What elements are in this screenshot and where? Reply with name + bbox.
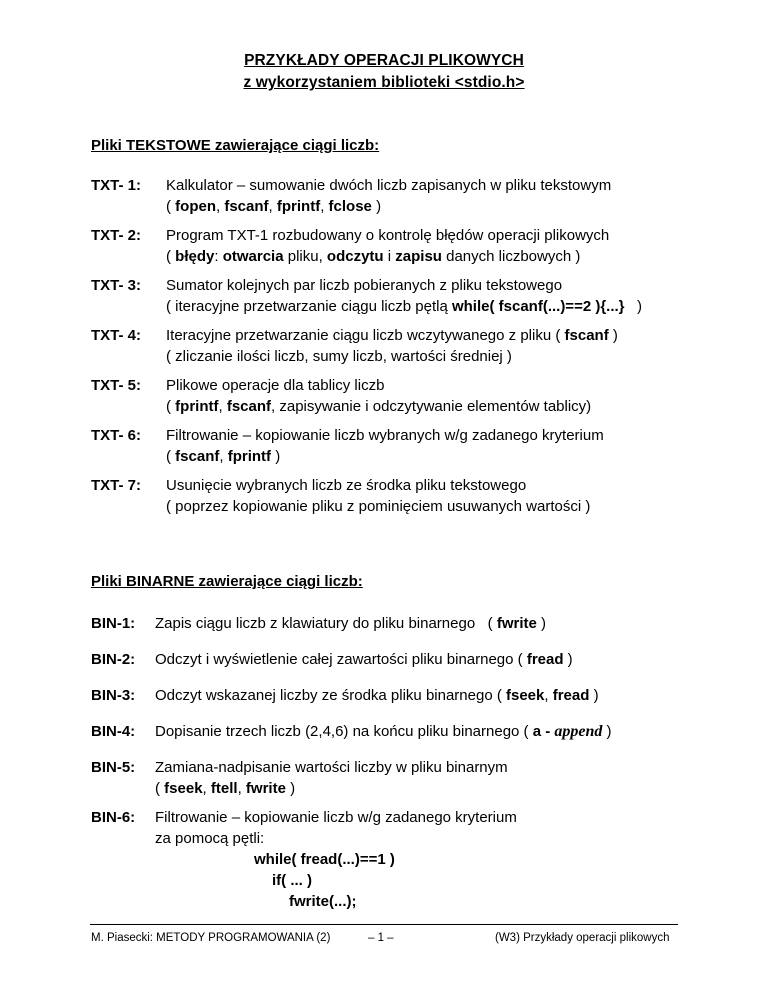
item-label: BIN-4: — [91, 723, 136, 740]
item-description: Odczyt i wyświetlenie całej zawartości pliku binarnego ( fread ) — [155, 651, 573, 668]
item-note: za pomocą pętli: — [155, 830, 265, 847]
item-label: TXT- 5: — [91, 377, 142, 394]
item-label: TXT- 6: — [91, 427, 142, 444]
text-files-heading: Pliki TEKSTOWE zawierające ciągi liczb: — [91, 137, 380, 154]
item-functions: ( fscanf, fprintf ) — [166, 448, 281, 465]
item-label: TXT- 1: — [91, 177, 142, 194]
item-description: Filtrowanie – kopiowanie liczb wybranych w/g zadanego kryterium — [166, 427, 604, 444]
item-functions: ( fprintf, fscanf, zapisywanie i odczytywanie elementów tablicy) — [166, 398, 592, 415]
item-description: Kalkulator – sumowanie dwóch liczb zapisanych w pliku tekstowym — [166, 177, 612, 194]
footer-page-number: – 1 – — [368, 932, 394, 944]
item-functions: ( fseek, ftell, fwrite ) — [155, 780, 296, 797]
item-functions: ( fopen, fscanf, fprintf, fclose ) — [166, 198, 382, 215]
item-description: Usunięcie wybranych liczb ze środka pliku tekstowego — [166, 477, 527, 494]
item-label: TXT- 7: — [91, 477, 142, 494]
item-label: TXT- 2: — [91, 227, 142, 244]
code-line-while: while( fread(...)==1 ) — [254, 851, 395, 868]
item-description: Filtrowanie – kopiowanie liczb w/g zadanego kryterium — [155, 809, 517, 826]
item-functions: ( poprzez kopiowanie pliku z pominięciem usuwanych wartości ) — [166, 498, 591, 515]
item-label: TXT- 4: — [91, 327, 142, 344]
item-description: Program TXT-1 rozbudowany o kontrolę błędów operacji plikowych — [166, 227, 610, 244]
item-description: Iteracyjne przetwarzanie ciągu liczb wczytywanego z pliku ( fscanf ) — [166, 327, 618, 344]
item-label: TXT- 3: — [91, 277, 142, 294]
footer-author: M. Piasecki: METODY PROGRAMOWANIA (2) — [91, 932, 331, 944]
item-label: BIN-6: — [91, 809, 136, 826]
item-description: Dopisanie trzech liczb (2,4,6) na końcu pliku binarnego ( a - append ) — [155, 723, 612, 740]
item-functions: ( zliczanie ilości liczb, sumy liczb, wartości średniej ) — [166, 348, 512, 365]
item-description: Odczyt wskazanej liczby ze środka pliku binarnego ( fseek, fread ) — [155, 687, 599, 704]
code-line-if: if( ... ) — [272, 872, 312, 889]
document-subtitle: z wykorzystaniem biblioteki <stdio.h> — [243, 74, 525, 91]
item-label: BIN-3: — [91, 687, 136, 704]
code-line-fwrite: fwrite(...); — [289, 893, 357, 910]
item-label: BIN-1: — [91, 615, 136, 632]
item-description: Zamiana-nadpisanie wartości liczby w pliku binarnym — [155, 759, 508, 776]
item-label: BIN-2: — [91, 651, 136, 668]
item-label: BIN-5: — [91, 759, 136, 776]
footer-divider — [90, 924, 678, 925]
item-description: Zapis ciągu liczb z klawiatury do pliku binarnego ( fwrite ) — [155, 615, 547, 632]
item-functions: ( błędy: otwarcia pliku, odczytu i zapisu danych liczbowych ) — [166, 248, 581, 265]
item-description: Plikowe operacje dla tablicy liczb — [166, 377, 385, 394]
item-functions: ( iteracyjne przetwarzanie ciągu liczb pętlą while( fscanf(...)==2 ){...} ) — [166, 298, 643, 315]
footer-title: (W3) Przykłady operacji plikowych — [495, 932, 670, 944]
binary-files-heading: Pliki BINARNE zawierające ciągi liczb: — [91, 573, 363, 590]
document-title: PRZYKŁADY OPERACJI PLIKOWYCH — [244, 52, 524, 69]
item-description: Sumator kolejnych par liczb pobieranych z pliku tekstowego — [166, 277, 563, 294]
